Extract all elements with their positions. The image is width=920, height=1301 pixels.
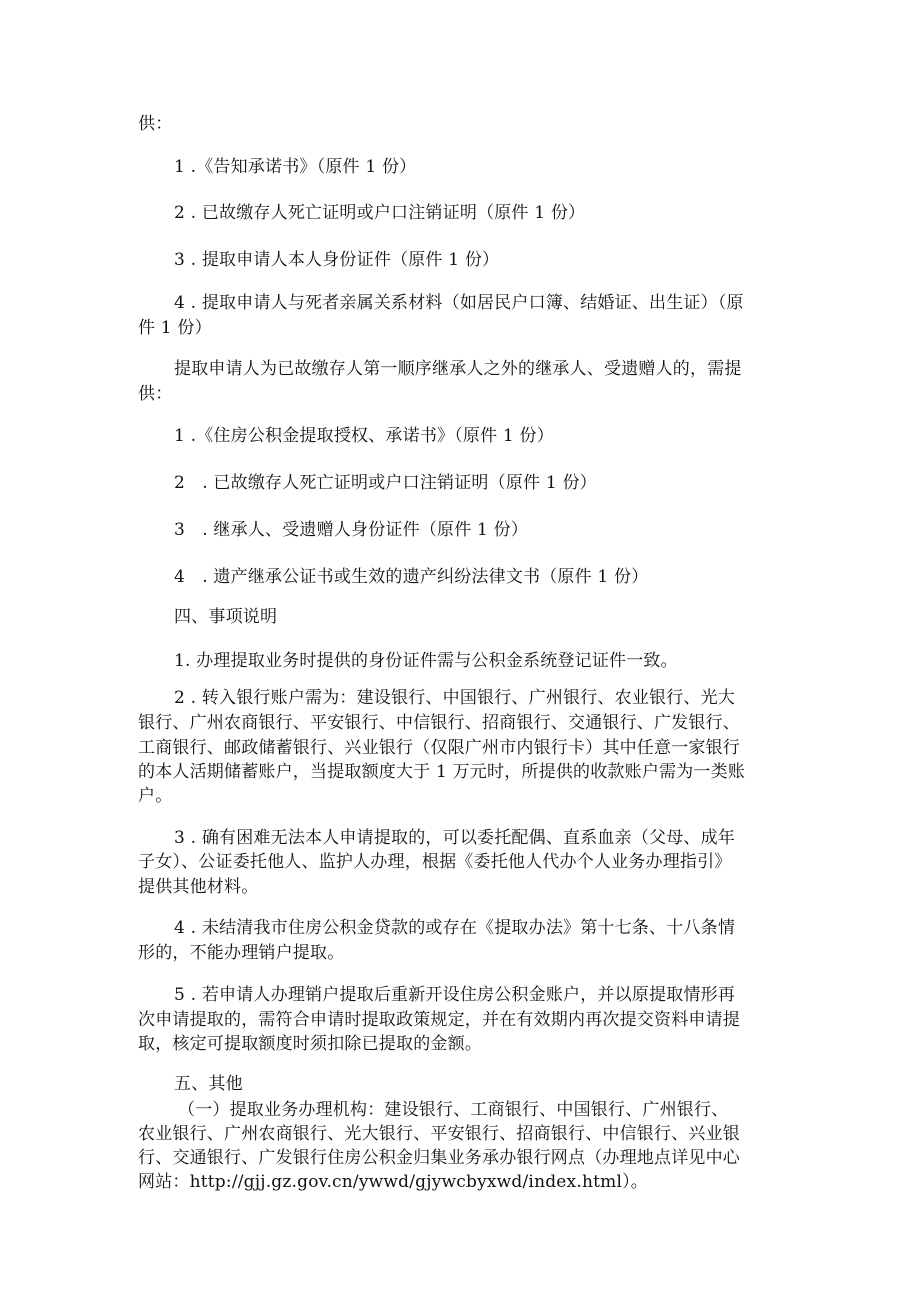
list-item-line: 3 . 提取申请人本人身份证件（原件 1 份） (174, 250, 500, 270)
list-item-line: 2 . 已故缴存人死亡证明或户口注销证明（原件 1 份） (174, 473, 597, 493)
paragraph-line: 银行、广州农商银行、平安银行、中信银行、招商银行、交通银行、广发银行、 (138, 713, 740, 733)
list-item-line: 3 . 继承人、受遗赠人身份证件（原件 1 份） (174, 520, 529, 540)
paragraph-line: （一）提取业务办理机构：建设银行、工商银行、中国银行、广州银行、 (178, 1100, 729, 1120)
list-item-line: 4 . 提取申请人与死者亲属关系材料（如居民户口簿、结婚证、出生证）（原 (174, 293, 744, 313)
paragraph-line: 取，核定可提取额度时须扣除已提取的金额。 (138, 1034, 482, 1054)
paragraph-line: 农业银行、广州农商银行、光大银行、平安银行、招商银行、中信银行、兴业银 (138, 1124, 740, 1144)
paragraph-line: 4 . 未结清我市住房公积金贷款的或存在《提取办法》第十七条、十八条情 (174, 918, 736, 938)
paragraph-line: 提取申请人为已故缴存人第一顺序继承人之外的继承人、受遗赠人的，需提 (174, 359, 742, 379)
section-heading: 四、事项说明 (174, 607, 278, 627)
paragraph-line: 工商银行、邮政储蓄银行、兴业银行（仅限广州市内银行卡）其中任意一家银行 (138, 738, 740, 758)
paragraph-line: 提供其他材料。 (138, 877, 259, 897)
paragraph-line: 次申请提取的，需符合申请时提取政策规定，并在有效期内再次提交资料申请提 (138, 1010, 740, 1030)
paragraph-line: 的本人活期储蓄账户，当提取额度大于 1 万元时，所提供的收款账户需为一类账 (138, 762, 746, 782)
list-item-line: 1 .《告知承诺书》（原件 1 份） (174, 157, 417, 177)
paragraph-line: 2 . 转入银行账户需为：建设银行、中国银行、广州银行、农业银行、光大 (174, 688, 736, 708)
paragraph-line: 3 . 确有困难无法本人申请提取的，可以委托配偶、直系血亲（父母、成年 (174, 828, 736, 848)
list-item-line: 件 1 份） (138, 318, 212, 338)
paragraph-line: 形的，不能办理销户提取。 (138, 943, 345, 963)
paragraph-line: 供： (138, 384, 173, 404)
list-item-line: 1 .《住房公积金提取授权、承诺书》（原件 1 份） (174, 426, 554, 446)
paragraph-line: 行、交通银行、广发银行住房公积金归集业务承办银行网点（办理地点详见中心 (138, 1148, 740, 1168)
list-item-line: 2 . 已故缴存人死亡证明或户口注销证明（原件 1 份） (174, 203, 586, 223)
text-line: 供： (138, 114, 173, 134)
section-heading: 五、其他 (174, 1074, 243, 1094)
paragraph-line: 5 . 若申请人办理销户提取后重新开设住房公积金账户，并以原提取情形再 (174, 985, 736, 1005)
paragraph-line: 子女）、公证委托他人、监护人办理，根据《委托他人代办个人业务办理指引》 (138, 852, 732, 872)
paragraph-line: 网站：http://gjj.gz.gov.cn/ywwd/gjywcbyxwd/index.html）。 (138, 1172, 648, 1192)
paragraph-line: 户。 (138, 786, 173, 806)
paragraph-line: 1. 办理提取业务时提供的身份证件需与公积金系统登记证件一致。 (174, 651, 678, 671)
list-item-line: 4 . 遗产继承公证书或生效的遗产纠纷法律文书（原件 1 份） (174, 567, 649, 587)
